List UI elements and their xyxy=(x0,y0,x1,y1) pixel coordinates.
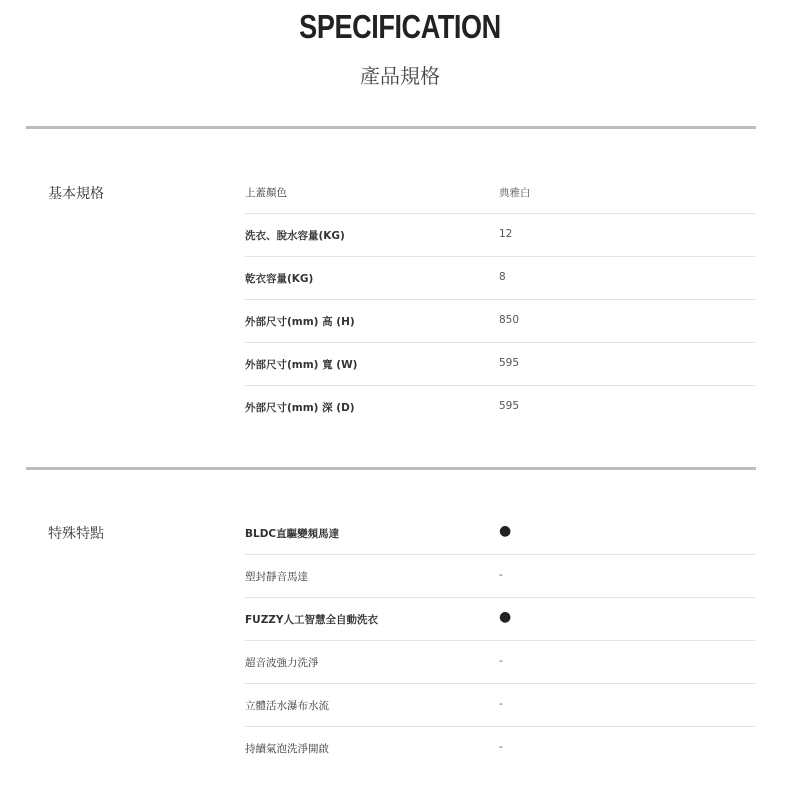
spec-value: 595 xyxy=(499,357,520,369)
spec-value: 8 xyxy=(499,271,506,283)
spec-label: 洗衣、脫水容量(KG) xyxy=(245,230,345,242)
feature-label: 超音波強力洗淨 xyxy=(245,657,319,669)
feature-row xyxy=(245,598,755,641)
spec-value: 850 xyxy=(499,314,520,326)
feature-row xyxy=(245,512,755,555)
feature-value: - xyxy=(499,569,503,581)
spec-label: 乾衣容量(KG) xyxy=(245,273,314,285)
spec-row xyxy=(245,300,755,343)
feature-value: - xyxy=(499,655,503,667)
spec-label: 外部尺寸(mm) 寬 (W) xyxy=(245,359,358,371)
spec-value: 595 xyxy=(499,400,520,412)
feature-row xyxy=(245,641,755,684)
feature-label: FUZZY人工智慧全自動洗衣 xyxy=(245,614,379,626)
spec-value: 典雅白 xyxy=(499,187,531,199)
feature-value: - xyxy=(499,741,503,753)
feature-label: 持續氣泡洗淨開啟 xyxy=(245,743,329,755)
page-subtitle: 產品規格 xyxy=(360,64,440,88)
feature-label: BLDC直驅變頻馬達 xyxy=(245,528,340,540)
spec-value: 12 xyxy=(499,228,513,240)
spec-row xyxy=(245,386,755,429)
feature-row xyxy=(245,684,755,727)
page-title: SPECIFICATION xyxy=(299,8,501,45)
section-label-basic: 基本規格 xyxy=(48,186,104,202)
feature-row xyxy=(245,727,755,770)
spec-row xyxy=(245,171,755,214)
feature-label: 塑封靜音馬達 xyxy=(245,571,308,583)
spec-row xyxy=(245,343,755,386)
feature-label: 立體活水瀑布水流 xyxy=(245,700,329,712)
section-label-features: 特殊特點 xyxy=(48,526,104,542)
feature-value: - xyxy=(499,698,503,710)
section-divider xyxy=(26,126,756,129)
spec-label: 外部尺寸(mm) 深 (D) xyxy=(245,402,355,414)
spec-row xyxy=(245,257,755,300)
feature-value: ● xyxy=(499,523,512,539)
spec-label: 外部尺寸(mm) 高 (H) xyxy=(245,316,355,328)
feature-value: ● xyxy=(499,609,512,625)
spec-label: 上蓋顏色 xyxy=(245,187,287,199)
spec-row xyxy=(245,214,755,257)
section-divider xyxy=(26,467,756,470)
feature-row xyxy=(245,555,755,598)
